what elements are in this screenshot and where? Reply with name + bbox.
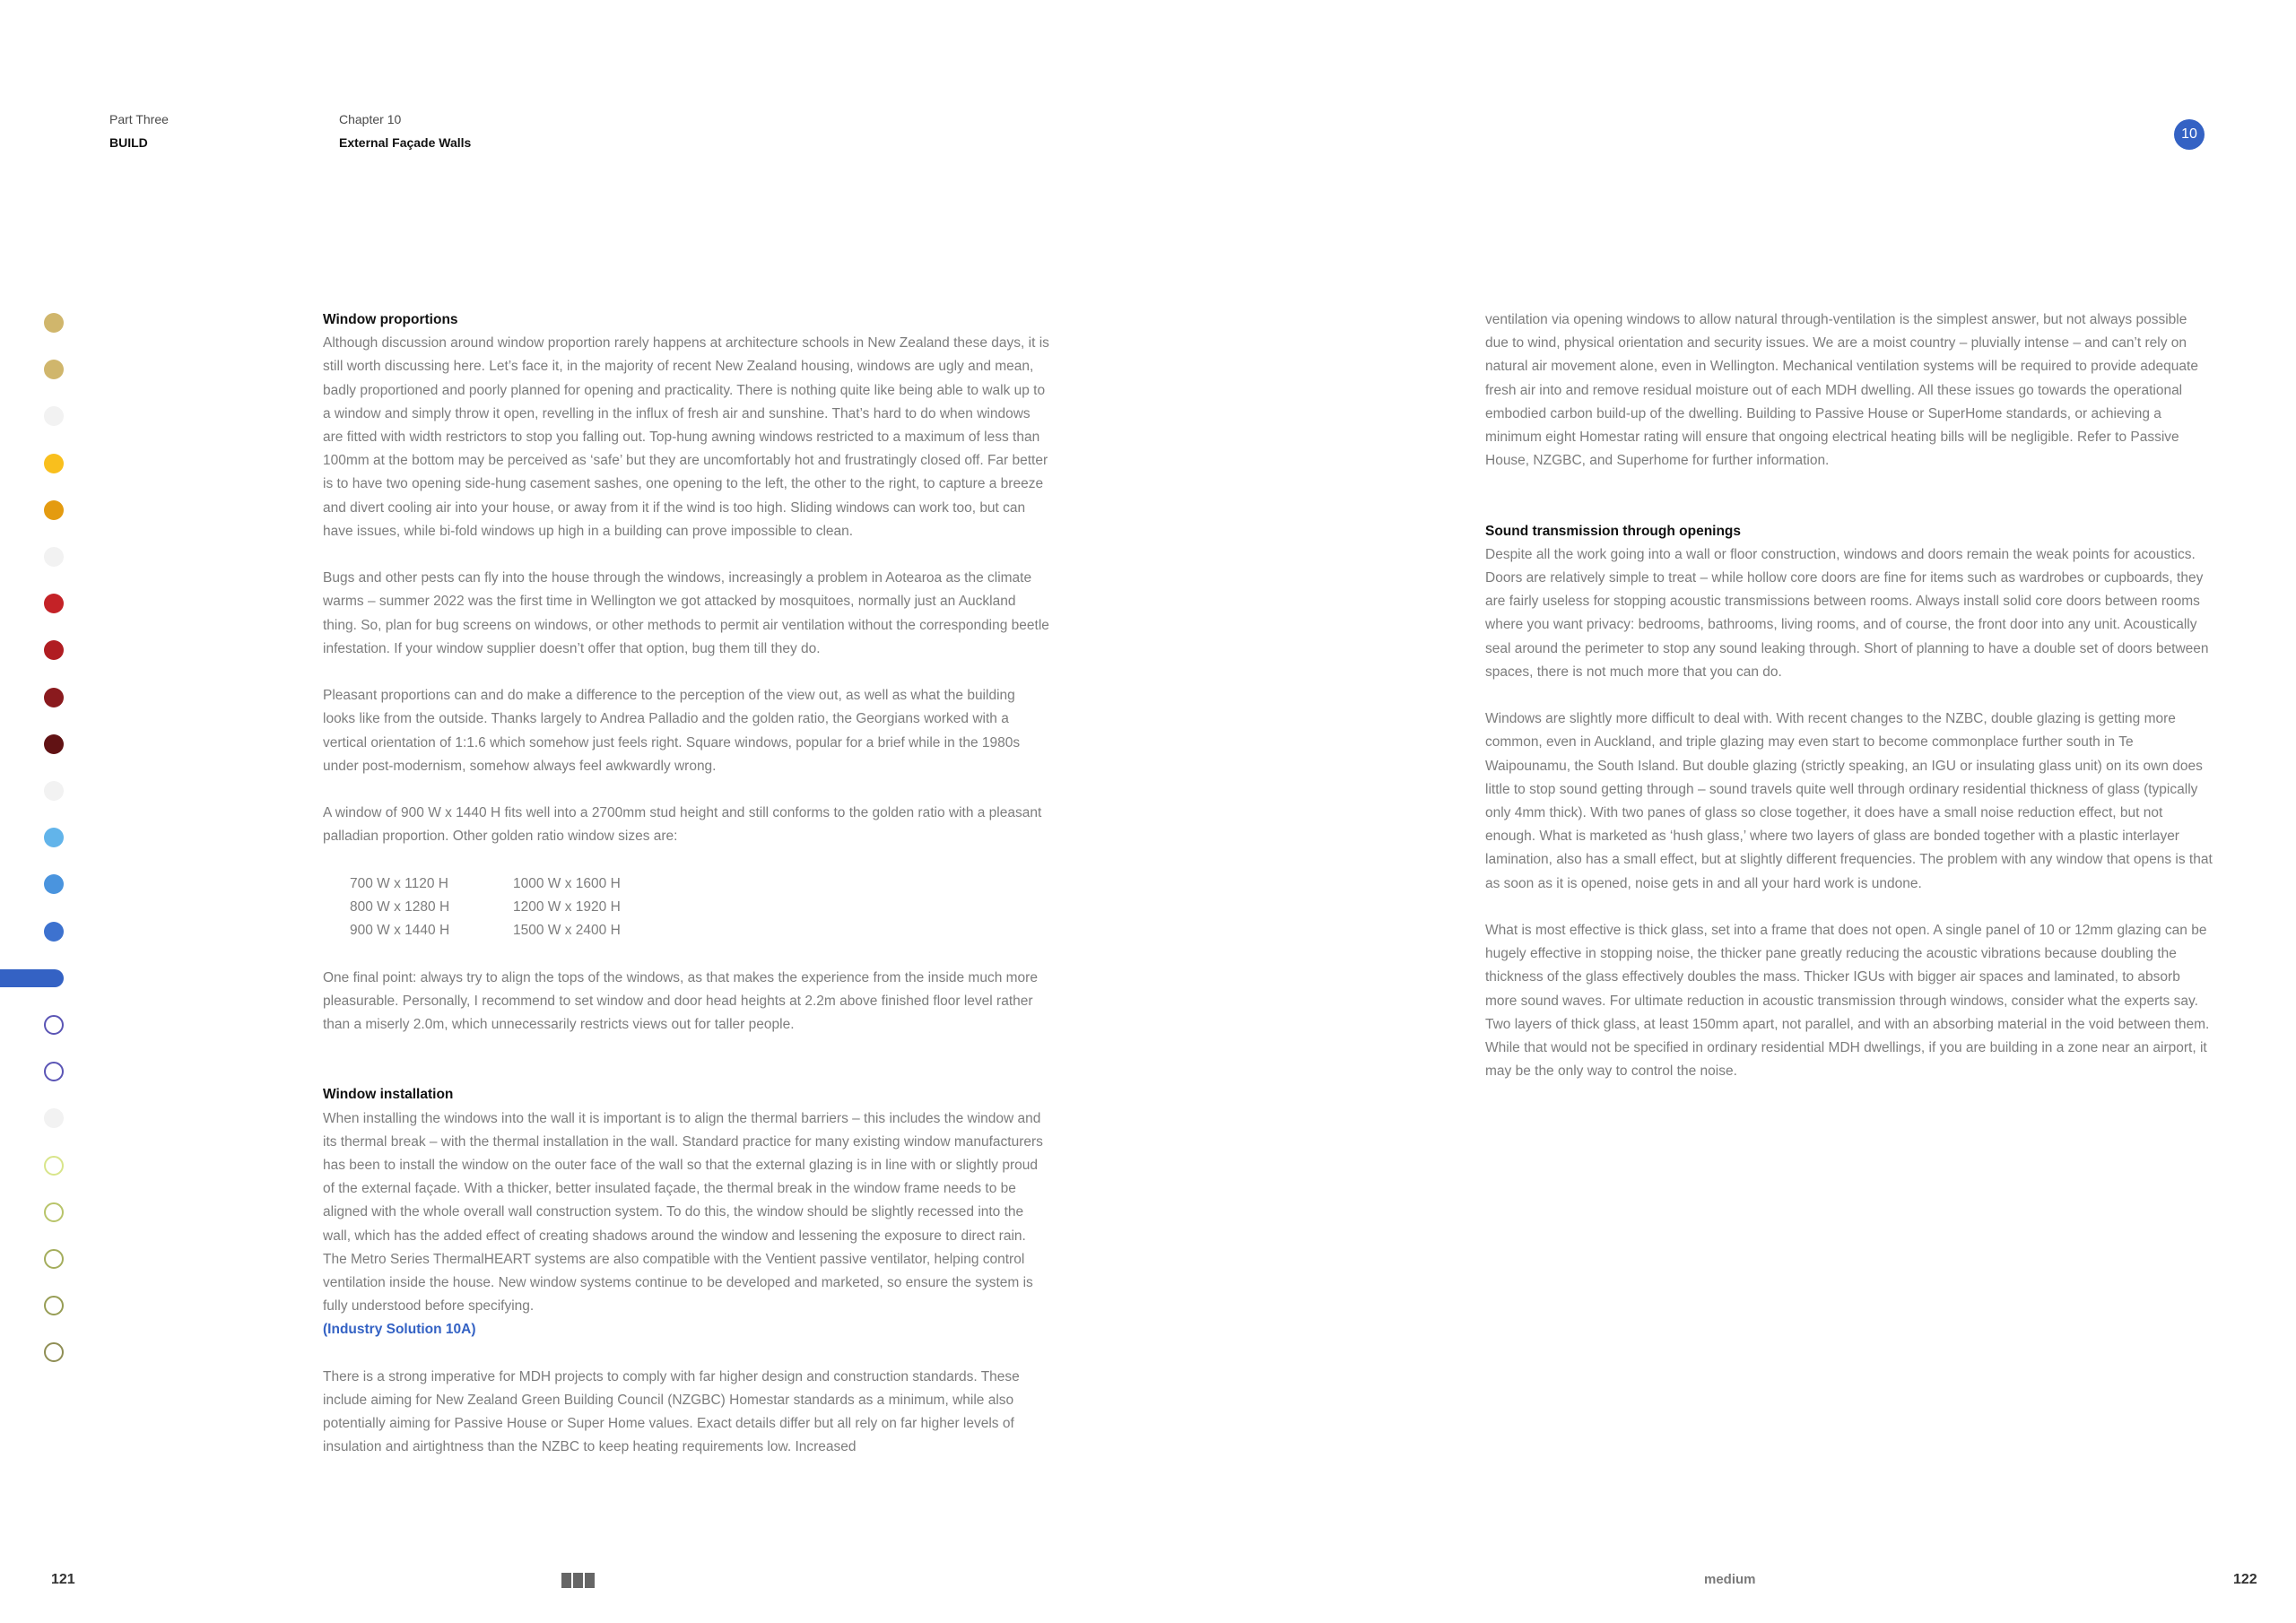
section-heading: Window proportions bbox=[323, 312, 458, 327]
size-item: 1500 W x 2400 H bbox=[513, 923, 621, 939]
chapter-header bbox=[339, 108, 471, 154]
paragraph: Despite all the work going into a wall or floor construction, windows and doors remain the weak points for acoustics. Doors are relatively simple to treat – while hollow core doors are fine for items such as wardrobes or cupboards, they are fairly useless for stopping acoustic transmissions between rooms. Always install solid core doors between rooms where you want privacy: bedrooms, bathrooms, living rooms, and of course, the front door into any unit. Acoustically seal around the perimeter to stop any sound leaking through. Short of planning to have a double set of doors between spaces, there is not much more that you can do. bbox=[1485, 546, 2209, 680]
paragraph: One final point: always try to align the tops of the windows, as that makes the experience from the inside much more pleasurable. Personally, I recommend to set window and door head heights at 2.2m above finished floor level rather than a miserly 2.0m, which unnecessarily restricts views out for taller people. bbox=[323, 969, 1038, 1033]
chapter-title: External Façade Walls bbox=[339, 135, 472, 150]
nav-dot[interactable] bbox=[44, 406, 64, 426]
chapter-label: Chapter 10 bbox=[339, 112, 402, 126]
nav-dot[interactable] bbox=[44, 1108, 64, 1128]
nav-dot-active[interactable] bbox=[0, 969, 64, 987]
nav-dot[interactable] bbox=[44, 500, 64, 520]
size-item: 1000 W x 1600 H bbox=[513, 875, 621, 891]
nav-dot[interactable] bbox=[44, 1062, 64, 1081]
paragraph: Bugs and other pests can fly into the house through the windows, increasingly a problem in Aotearoa as the climate warms – summer 2022 was the first time in Wellington we got attacked by mosquitoes, normally just an Auckland thing. So, plan for bug screens on windows, or other methods to permit air ventilation without the corresponding beetle infestation. If your window supplier doesn’t offer that option, bug them till they do. bbox=[323, 570, 1049, 656]
nav-dot[interactable] bbox=[44, 640, 64, 660]
window-sizes-list bbox=[350, 872, 1049, 943]
page-number-right: 122 bbox=[2233, 1572, 2257, 1587]
nav-dot[interactable] bbox=[44, 1156, 64, 1176]
nav-dot[interactable] bbox=[44, 1296, 64, 1315]
size-item: 1200 W x 1920 H bbox=[513, 899, 621, 916]
nav-dot[interactable] bbox=[44, 313, 64, 333]
paragraph: When installing the windows into the wall it is important is to align the thermal barriers – this includes the window and its thermal break – with the thermal installation in the wall. Standard practice for many existing window manufacturers has been to install the window on the outer face of the wall so that the external glazing is in line with or slightly proud of the external façade. With a thicker, better insulated façade, the thermal break in the window frame needs to be aligned with the whole overall wall construction system. To do this, the window should be slightly recessed into the wall, which has the added effect of creating shadows around the window and lessening the exposure to direct rain. The Metro Series ThermalHEART systems are also compatible with the Ventient passive ventilator, helping control ventilation inside the house. New window systems continue to be developed and marketed, so ensure the system is fully understood before specifying. bbox=[323, 1110, 1043, 1315]
chapter-badge[interactable]: 10 bbox=[2174, 119, 2205, 150]
right-column bbox=[1485, 308, 2213, 1107]
nav-dot[interactable] bbox=[44, 734, 64, 754]
part-header bbox=[109, 108, 169, 154]
page-number-left: 121 bbox=[51, 1572, 75, 1587]
size-item: 800 W x 1280 H bbox=[350, 899, 450, 916]
nav-dot[interactable] bbox=[44, 360, 64, 379]
paragraph: Pleasant proportions can and do make a difference to the perception of the view out, as well as what the building looks like from the outside. Thanks largely to Andrea Palladio and the golden ratio, the Georgians worked with a vertical orientation of 1:1.6 which somehow just feels right. Square windows, popular for a brief while in the 1980s under post-modernism, somehow always feel awkwardly wrong. bbox=[323, 688, 1021, 774]
size-item: 900 W x 1440 H bbox=[350, 923, 450, 939]
nav-dot[interactable] bbox=[44, 1342, 64, 1362]
nav-dot[interactable] bbox=[44, 781, 64, 801]
left-column bbox=[323, 308, 1049, 1483]
part-title: BUILD bbox=[109, 135, 148, 150]
nav-dot[interactable] bbox=[44, 922, 64, 942]
paragraph: What is most effective is thick glass, set into a frame that does not open. A single panel of 10 or 12mm glazing can be hugely effective in stopping noise, the thicker pane greatly reducing the acoustic vibrations because doubling the thickness of the glass effectively doubles the mass. Thicker IGUs with bigger air spaces and laminated, to absorb more sound waves. For ultimate reduction in acoustic transmission through windows, consider what the experts say. Two layers of thick glass, at least 150mm apart, not parallel, and with an absorbing material in the void between them. While that would not be specified in ordinary residential MDH dwellings, if you are building in a zone near an airport, it may be the only way to control the noise. bbox=[1485, 923, 2210, 1080]
nav-dot[interactable] bbox=[44, 594, 64, 613]
nav-dot[interactable] bbox=[44, 828, 64, 847]
brand-mark: medium bbox=[1704, 1572, 1756, 1587]
nav-dot[interactable] bbox=[44, 1015, 64, 1035]
paragraph: There is a strong imperative for MDH projects to comply with far higher design and construction standards. These include aiming for New Zealand Green Building Council (NZGBC) Homestar standards as a minimum, while also potentially aiming for Passive House or Super Home values. Exact details differ but all rely on far higher levels of insulation and airtightness than the NZBC to keep heating requirements low. Increased bbox=[323, 1368, 1020, 1455]
nav-dot[interactable] bbox=[44, 547, 64, 567]
paragraph: Although discussion around window proportion rarely happens at architecture schools in New Zealand these days, it is still worth discussing here. Let’s face it, in the majority of recent New Zealand housing, windows are ugly and mean, badly proportioned and poorly planned for opening and practicality. There is nothing quite like being able to walk up to a window and simply throw it open, revelling in the influx of fresh air and sunshine. That’s hard to do when windows are fitted with width restrictors to stop you falling out. Top-hung awning windows restricted to a maximum of less than 100mm at the bottom may be perceived as ‘safe’ but they are uncomfortably hot and frustratingly closed off. Far better is to have two opening side-hung casement sashes, one opening to the left, the other to the right, to capture a breeze and divert cooling air into your house, or away from it if the wind is too high. Sliding windows can work too, but can have issues, while bi-fold windows up high in a building can prove impossible to clean. bbox=[323, 335, 1049, 539]
book-stack-icon[interactable] bbox=[561, 1573, 595, 1588]
part-label: Part Three bbox=[109, 112, 169, 126]
paragraph: Windows are slightly more difficult to deal with. With recent changes to the NZBC, double glazing is getting more common, even in Auckland, and triple glazing may even start to become commonplace further south in Te Waipounamu, the South Island. But double glazing (strictly speaking, an IGU or insulating glass unit) on its own does little to stop sound getting through – sound travels quite well through ordinary residential thickness of glass (typically only 4mm thick). With two panes of glass so close together, it does have a small noise reduction effect, but not enough. What is marketed as ‘hush glass,’ where two layers of glass are bonded together with a plastic interlayer lamination, also has a small effect, but at slightly different frequencies. The problem with any window that opens is that as soon as it is opened, noise gets in and all your hard work is undone. bbox=[1485, 711, 2213, 891]
nav-dot[interactable] bbox=[44, 688, 64, 707]
section-heading: Sound transmission through openings bbox=[1485, 523, 1742, 539]
nav-dot[interactable] bbox=[44, 874, 64, 894]
nav-dot[interactable] bbox=[44, 1249, 64, 1269]
nav-dot[interactable] bbox=[44, 454, 64, 473]
industry-solution-link[interactable]: Industry Solution 10A bbox=[327, 1322, 472, 1338]
size-item: 700 W x 1120 H bbox=[350, 875, 448, 891]
paragraph: ventilation via opening windows to allow natural through-ventilation is the simplest answer, but not always possible due to wind, physical orientation and security issues. We are a moist country – pluvially intense – and can’t rely on natural air movement alone, even in Wellington. Mechanical ventilation systems will be required to provide adequate fresh air into and remove residual moisture out of each MDH dwelling. All these issues go towards the operational embodied carbon build-up of the dwelling. Building to Passive House or SuperHome standards, or achieving a minimum eight Homestar rating will ensure that ongoing electrical heating bills will be negligible. Refer to Passive House, NZGBC, and Superhome for further information. bbox=[1485, 312, 2198, 469]
link-line: (Industry Solution 10A) bbox=[323, 1322, 476, 1338]
paragraph: A window of 900 W x 1440 H fits well into a 2700mm stud height and still conforms to the golden ratio with a pleasant palladian proportion. Other golden ratio window sizes are: bbox=[323, 805, 1042, 845]
section-heading: Window installation bbox=[323, 1087, 454, 1103]
nav-dot[interactable] bbox=[44, 1202, 64, 1222]
